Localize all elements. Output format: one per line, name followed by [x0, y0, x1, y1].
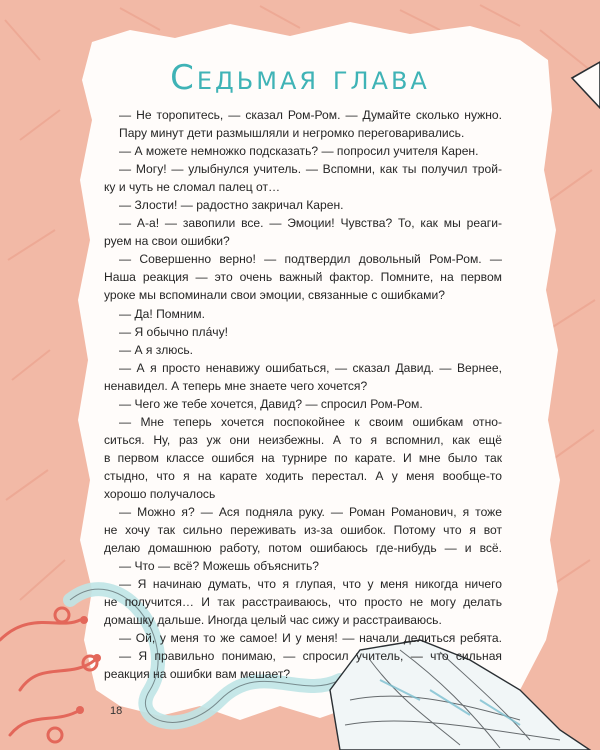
text-line: — Я правильно понимаю, — спросил учитель, — что сильная — [119, 649, 502, 664]
text-line: — Чего же тебе хочется, Давид? — спросил Ром-Ром. — [119, 396, 423, 411]
text-line: — Что — всё? Можешь объяснить? — [119, 559, 319, 574]
text-line: не получится… И так расстраиваюсь, что просто не могу делать — [104, 595, 502, 610]
text-line: — Мне теперь хочется поспокойнее к своим ошибкам отно- — [119, 414, 502, 429]
text-line: — Совершенно верно! — подтвердил довольный Ром-Ром. — — [119, 252, 502, 267]
text-line: — Не торопитесь, — сказал Ром-Ром. — Думайте сколько нужно. — [119, 108, 502, 122]
text-line: руем на свои ошибки? — [104, 234, 230, 249]
text-line: — Злости! — радостно закричал Карен. — [119, 198, 344, 213]
text-line: стыдно, что я на карате ходить перестал. А у меня вообще-то — [104, 468, 502, 483]
text-line: ситься. Ну, раз уж они неизбежны. А то я вспомнил, как ещё — [104, 432, 502, 447]
text-line: Наша реакция — это очень важный фактор. Помните, на первом — [104, 270, 502, 285]
page-number: 18 — [110, 705, 123, 717]
text-line: — А я просто ненавижу ошибаться, — сказал Давид. — Вернее, — [119, 360, 502, 375]
text-line: уроке мы вспоминали свои эмоции, связанные с ошибками? — [104, 288, 445, 303]
text-line: не хочу так сильно переживать из-за ошибок. Потому что я вот — [104, 523, 502, 538]
text-line: — А можете немножко подсказать? — попросил учителя Карен. — [119, 144, 479, 159]
text-line: делаю домашнюю работу, потом ошибаюсь где-нибудь — и всё. — [104, 541, 502, 556]
text-line: домашку дальше. Иногда целый час сижу и расстраиваюсь. — [104, 613, 442, 628]
text-line: — Да! Помним. — [119, 306, 205, 321]
text-line: — Могу! — улыбнулся учитель. — Вспомни, как ты получил трой- — [119, 162, 502, 177]
chapter-title: Седьмая глава — [170, 58, 430, 98]
text-line: — Я обычно плáчу! — [119, 324, 228, 339]
text-line: хорошо получалось — [104, 486, 216, 501]
text-line: ненавидел. А теперь мне знаете чего хочется? — [104, 378, 368, 393]
text-line: — Ой, у меня то же самое! И у меня! — начали делиться ребята. — [119, 631, 502, 646]
text-line: реакция на ошибки вам мешает? — [104, 667, 291, 682]
text-line: — А-а! — завопили все. — Эмоции! Чувства? То, как мы реаги- — [119, 216, 502, 231]
text-line: — Можно я? — Ася подняла руку. — Роман Романович, я тоже — [119, 505, 502, 520]
text-line: Пару минут дети размышляли и негромко переговаривались. — [119, 126, 465, 141]
text-line: — А я злюсь. — [119, 342, 194, 357]
text-line: в первом классе ошибся на турнире по карате. И мне было так — [104, 450, 502, 465]
text-line: — Я начинаю думать, что я глупая, что у меня никогда ничего — [119, 577, 502, 592]
chapter-body-text — [104, 106, 502, 684]
text-line: ку и чуть не сломал палец от… — [104, 180, 281, 195]
